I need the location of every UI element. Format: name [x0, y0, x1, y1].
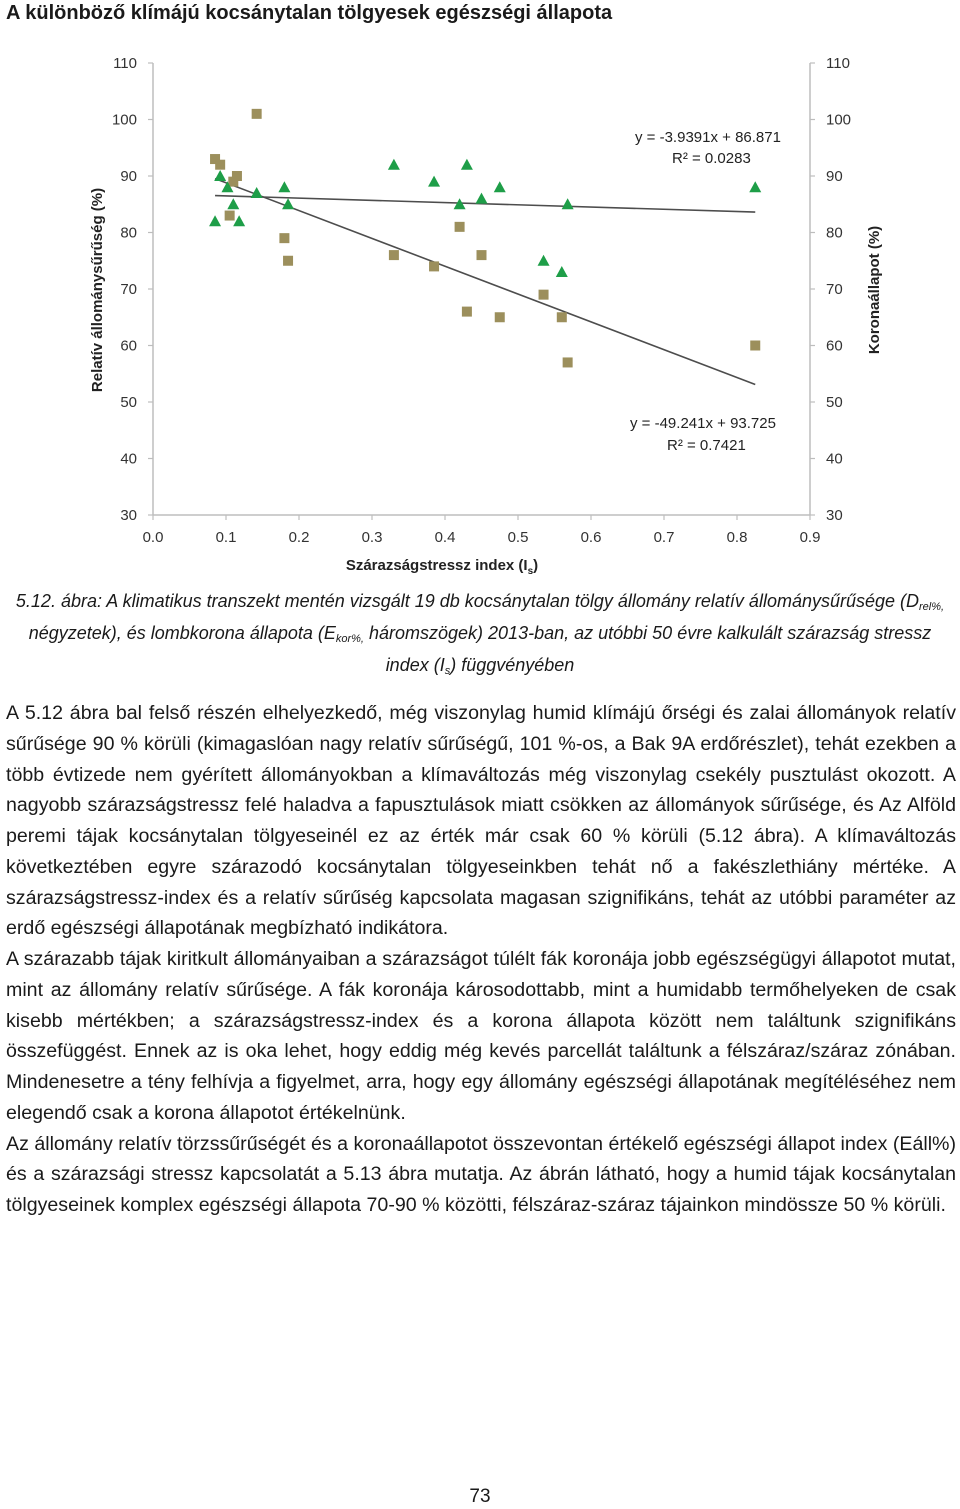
x-tick-label: 0.6 [580, 529, 602, 546]
y-tick-label-right: 40 [826, 450, 843, 468]
square-point [477, 250, 487, 260]
triangle-point [556, 266, 568, 277]
y-axis-title-right: Koronaállapot (%) [866, 225, 883, 355]
square-point [389, 250, 399, 260]
y-tick-label-right: 60 [826, 337, 843, 355]
y-tick-label-left: 60 [120, 337, 137, 355]
r2-2: R² = 0.7421 [667, 437, 746, 454]
square-point [750, 341, 760, 351]
square-point [429, 261, 439, 271]
scatter-chart [80, 48, 883, 578]
x-tick-label: 0.9 [799, 529, 821, 546]
x-tick-label: 0.7 [653, 529, 675, 546]
paragraph: A szárazabb tájak kiritkult állományaiban a szárazságot túlélt fák koronája jobb egészségügyi állapotot mutat, mint az állomány relatív sűrűsége. A fák koronája károsodottabb, mint a humidabb termőhelyeken de csak kisebb mértékben; a szárazságstressz-index és a korona állapota között nem találtunk szignifikáns összefüggést. Ennek az is oka lehet, hogy eddig még kevés parcellát találtunk a félszáraz/száraz zónában. Mindenesetre a tény felhívja a figyelmet, arra, hogy egy állomány egészségi állapotának megítéléséhez nem elegendő csak a korona állapotot értékelnünk. [6, 948, 956, 1124]
triangle-point [476, 193, 488, 204]
square-point [455, 222, 465, 232]
y-tick-label-right: 50 [826, 394, 843, 411]
triangle-point [278, 181, 290, 192]
r2-1: R² = 0.0283 [672, 150, 751, 167]
y-tick-label-right: 100 [826, 111, 852, 129]
triangle-point [214, 170, 226, 181]
triangle-point [428, 176, 440, 187]
triangle-point [538, 255, 550, 266]
x-tick-label: 0.8 [726, 529, 748, 546]
triangle-point [209, 215, 221, 226]
y-tick-label-right: 90 [826, 168, 843, 185]
equation-2: y = -49.241x + 93.725 [630, 415, 776, 432]
triangle-point [749, 181, 761, 192]
square-point [279, 233, 289, 243]
square-point [225, 211, 235, 221]
square-point [462, 307, 472, 317]
triangle-point [388, 159, 400, 170]
page-header: A különböző klímájú kocsánytalan tölgyesek egészségi állapota [6, 2, 613, 24]
x-tick-label: 0.4 [434, 529, 456, 546]
y-tick-label-left: 110 [113, 55, 137, 72]
y-tick-label-left: 80 [120, 224, 137, 242]
square-point [283, 256, 293, 266]
y-axis-title-left: Relatív állománysűrűség (%) [89, 187, 106, 393]
square-point [252, 109, 262, 119]
y-tick-label-left: 70 [120, 281, 137, 298]
square-point [557, 312, 567, 322]
square-point [232, 171, 242, 181]
triangle-point [233, 215, 245, 226]
y-tick-label-right: 80 [826, 224, 843, 242]
square-point [539, 290, 549, 300]
y-tick-label-left: 30 [120, 507, 137, 524]
equation-1: y = -3.9391x + 86.871 [635, 129, 781, 146]
y-tick-label-left: 100 [111, 111, 137, 129]
x-axis-title: Szárazságstressz index $(I_s)$ [345, 557, 539, 577]
triangle-point [494, 181, 506, 192]
page-number: 73 [469, 1486, 491, 1507]
body-text [6, 698, 956, 1221]
square-point [563, 357, 573, 367]
y-tick-label-left: 40 [120, 450, 137, 468]
triangle-point [562, 198, 574, 209]
x-tick-label: 0.1 [215, 529, 237, 546]
square-point [495, 312, 505, 322]
paragraph: Az állomány relatív törzssűrűségét és a koronaállapotot összevontan értékelő egészségi állapot index (Eáll%) és a szárazsági stressz kapcsolatát a 5.13 ábra mutatja. Az ábrán látható, hogy a humid tájak kocsánytalan tölgyeseinek komplex egészségi állapota 70-90 % közötti, félszáraz-száraz tájainkon mindössze 50 % körüli. [6, 1132, 956, 1216]
x-tick-label: 0.0 [142, 529, 164, 546]
x-tick-label: 0.2 [288, 529, 310, 546]
y-tick-label-right: 110 [826, 55, 850, 72]
y-tick-label-right: 30 [826, 507, 843, 524]
x-tick-label: 0.5 [507, 529, 529, 546]
triangle-point [227, 198, 239, 209]
square-point [215, 160, 225, 170]
triangle-point [282, 198, 294, 209]
y-tick-label-left: 50 [120, 394, 137, 411]
paragraph: A 5.12 ábra bal felső részén elhelyezkedő, még viszonylag humid klímájú őrségi és zalai állományok relatív sűrűsége 90 % körüli (kimagaslóan nagy relatív sűrűségű, 101 %-os, a Bak 9A erdőrészlet), tehát ezekben a több évtizede nem gyérített állományokban a klímaváltozás még viszonylag csekély pusztulást okozott. A nagyobb szárazságstressz felé haladva a fapusztulások miatt csökken az állományok sűrűsége, és Az Alföld peremi tájak kocsánytalan tölgyeseinél ez az érték már csak 60 % körüli (5.12 ábra). A klímaváltozás következtében egyre szárazodó kocsánytalan tölgyeseinkben tehát nő a fakészlethiány mértéke. A szárazságstressz-index és a relatív sűrűség kapcsolata magasan szignifikáns, tehát az utóbbi paraméter az erdő egészségi állapotának megbízható indikátora. [6, 702, 956, 940]
y-tick-label-right: 70 [826, 281, 843, 298]
triangle-point [461, 159, 473, 170]
x-tick-label: 0.3 [361, 529, 383, 546]
figure-caption: 5.12. ábra: A klimatikus transzekt mentén vizsgált 19 db kocsánytalan tölgy állomány relatív állománysűrűsége ($D_{rel\%,}$ négyzetek), és lombkorona állapota ($E_{kor\%,}$ háromszögek) 2013-ban, az utóbbi 50 évre kalkulált szárazság stressz index $(I_s)$ függvényében [15, 591, 945, 677]
y-tick-label-left: 90 [120, 168, 137, 185]
